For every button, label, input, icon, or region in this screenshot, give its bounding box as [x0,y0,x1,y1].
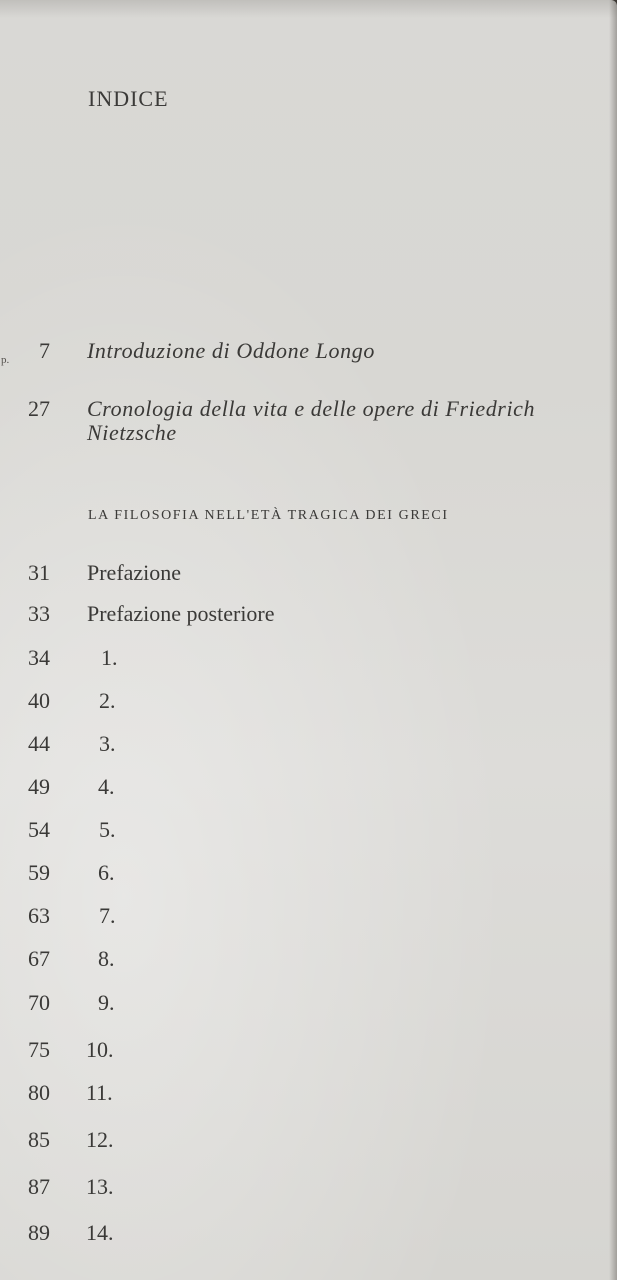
toc-page-number: 85 [28,1127,50,1152]
toc-page-number: 63 [28,903,50,928]
toc-page-number: 87 [28,1174,50,1199]
toc-page-number: 80 [28,1080,50,1105]
toc-page-number: 44 [28,731,50,756]
toc-chapter-number: 7. [99,903,116,928]
toc-page-number: 89 [28,1220,50,1245]
toc-chapter-number: 2. [99,688,116,713]
margin-page-mark: p. [1,354,10,366]
toc-page-number: 54 [28,817,50,842]
toc-chapter-number: 1. [101,645,118,670]
toc-entry-title-continuation: Nietzsche [87,420,177,445]
toc-chapter-number: 9. [98,990,115,1015]
toc-chapter-number: 8. [98,946,115,971]
toc-chapter-number: 10. [86,1037,114,1062]
toc-page-number: 59 [28,860,50,885]
toc-chapter-number: 13. [86,1174,114,1199]
toc-page-number: 67 [28,946,50,971]
toc-chapter-number: 6. [98,860,115,885]
page-title: INDICE [88,86,169,111]
toc-page-number: 31 [28,560,50,585]
toc-entry-title: Cronologia della vita e delle opere di Friedrich [87,396,536,421]
toc-chapter-number: 11. [86,1080,113,1105]
toc-page-number: 7 [39,338,50,363]
toc-chapter-number: 4. [98,774,115,799]
page-shadow-right [609,0,617,1280]
toc-page-number: 33 [28,601,50,626]
toc-entry-title: Introduzione di Oddone Longo [87,338,375,363]
toc-page-number: 34 [28,645,50,670]
toc-entry-title: Prefazione [87,560,182,585]
toc-page-number: 49 [28,774,50,799]
page-shadow-top [0,0,617,18]
toc-page-number: 27 [28,396,50,421]
toc-page-number: 40 [28,688,50,713]
section-heading: LA FILOSOFIA NELL'ETÀ TRAGICA DEI GRECI [88,508,449,523]
toc-page-number: 70 [28,990,50,1015]
toc-entry-title: Prefazione posteriore [87,601,275,626]
toc-chapter-number: 14. [86,1220,114,1245]
toc-chapter-number: 12. [86,1127,114,1152]
toc-chapter-number: 3. [99,731,116,756]
toc-chapter-number: 5. [99,817,116,842]
toc-page-number: 75 [28,1037,50,1062]
